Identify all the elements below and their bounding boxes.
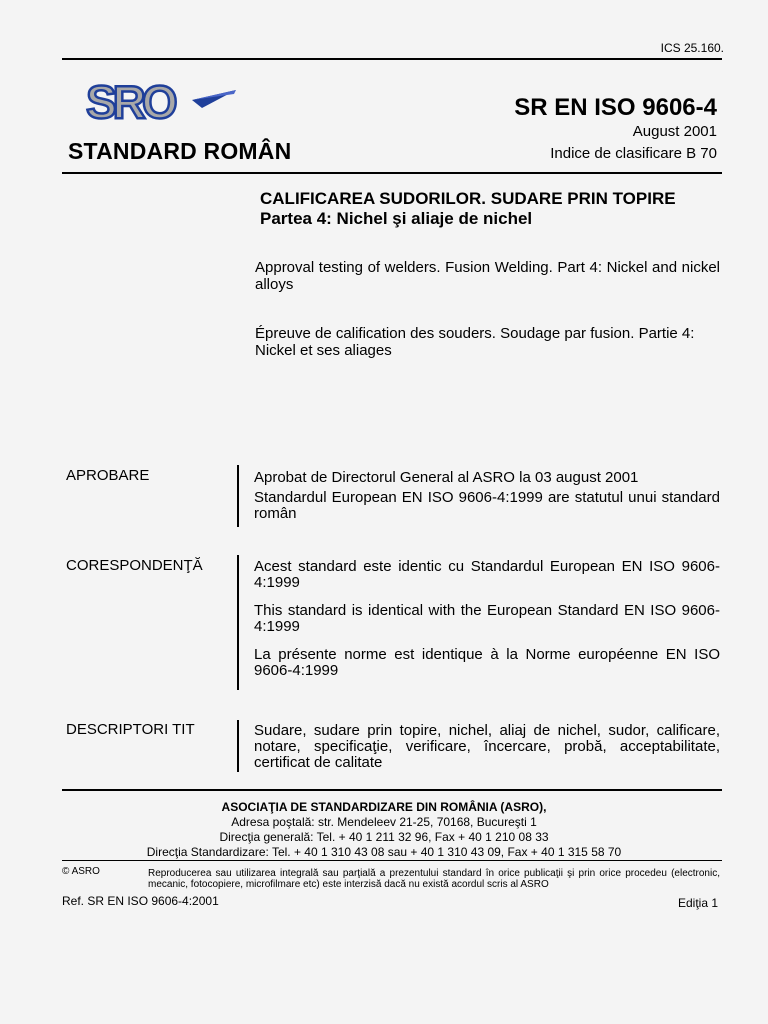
copyright: © ASRO [62, 866, 100, 877]
rights-notice: Reproducerea sau utilizarea integrală sau parţială a prezentului standard în orice publicaţii şi prin orice procedeu (electronic, mecanic, fotocopiere, microfilmare etc) este interzisă dacă nu există acordul scris al ASRO [148, 868, 720, 890]
ics-code: ICS 25.160. [660, 41, 724, 55]
corespondenta-en: This standard is identical with the European Standard EN ISO 9606-4:1999 [254, 602, 720, 635]
standard-code: SR EN ISO 9606-4 [514, 94, 717, 121]
rights-rule [62, 860, 722, 861]
edition: Ediţia 1 [677, 896, 718, 910]
aprobare-line1: Aprobat de Directorul General al ASRO la 03 august 2001 [254, 469, 639, 486]
corespondenta-label: CORESPONDENŢĂ [66, 557, 203, 574]
reference: Ref. SR EN ISO 9606-4:2001 [62, 894, 219, 908]
corespondenta-ro: Acest standard este identic cu Standardul European EN ISO 9606-4:1999 [254, 558, 720, 591]
aprobare-text [254, 470, 720, 522]
title-french: Épreuve de calification des souders. Soudage par fusion. Partie 4: Nickel et ses aliages [255, 325, 695, 359]
title-ro-line1: CALIFICAREA SUDORILOR. SUDARE PRIN TOPIRE [260, 189, 676, 208]
title-romanian [260, 189, 676, 229]
org-address: Adresa poştală: str. Mendeleev 21-25, 70168, Bucureşti 1 [231, 815, 537, 829]
aprobare-bar [237, 465, 239, 527]
sro-logo [84, 66, 244, 136]
aprobare-label: APROBARE [66, 467, 150, 484]
descriptori-bar [237, 720, 239, 772]
aprobare-line2: Standardul European EN ISO 9606-4:1999 are statutul unui standard român [254, 489, 720, 522]
corespondenta-bar [237, 555, 239, 690]
corespondenta-text [254, 559, 720, 686]
org-general-direction: Direcţia generală: Tel. + 40 1 211 32 96, Fax + 40 1 210 08 33 [219, 830, 549, 844]
standard-type-title: STANDARD ROMÂN [68, 138, 292, 164]
top-rule [62, 58, 722, 60]
descriptori-label: DESCRIPTORI TIT [66, 721, 195, 738]
footer-rule [62, 789, 722, 791]
classification-index: Indice de clasificare B 70 [550, 145, 717, 162]
standard-date: August 2001 [632, 123, 717, 140]
header-rule [62, 172, 722, 174]
descriptori-text: Sudare, sudare prin topire, nichel, aliaj de nichel, sudor, calificare, notare, specificaţie, verificare, încercare, probă, acceptabilitate, certificat de calitate [254, 722, 720, 771]
svg-text:SRO: SRO [86, 76, 174, 128]
title-ro-line2: Partea 4: Nichel şi aliaje de nichel [260, 209, 533, 228]
title-english: Approval testing of welders. Fusion Welding. Part 4: Nickel and nickel alloys [255, 259, 720, 293]
org-standardization-direction: Direcţia Standardizare: Tel. + 40 1 310 43 08 sau + 40 1 310 43 09, Fax + 40 1 315 58 70 [146, 845, 622, 859]
org-name: ASOCIAŢIA DE STANDARDIZARE DIN ROMÂNIA (ASRO), [221, 800, 547, 814]
footer-organization [0, 800, 768, 860]
corespondenta-fr: La présente norme est identique à la Norme européenne EN ISO 9606-4:1999 [254, 646, 720, 679]
